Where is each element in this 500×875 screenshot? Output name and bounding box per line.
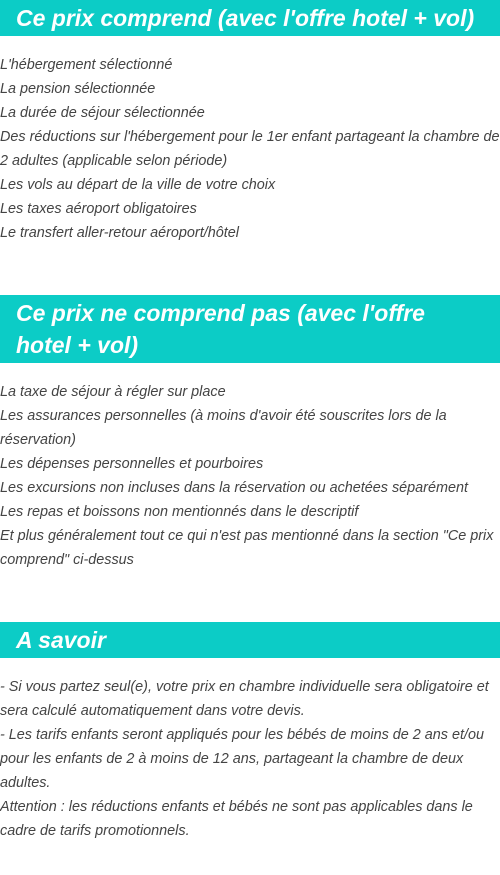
- list-item: La durée de séjour sélectionnée: [0, 105, 205, 121]
- list-item: Les taxes aéroport obligatoires: [0, 201, 197, 217]
- list-item: - Si vous partez seul(e), votre prix en chambre individuelle sera obligatoire et sera calculé automatiquement dans votre devis.: [0, 679, 489, 719]
- list-item: Et plus généralement tout ce qui n'est pas mentionné dans la section "Ce prix comprend" ci-dessus: [0, 528, 494, 568]
- list-item: Les vols au départ de la ville de votre choix: [0, 177, 276, 193]
- not-included-list: [0, 380, 500, 572]
- list-item: Le transfert aller-retour aéroport/hôtel: [0, 225, 239, 241]
- list-item: L'hébergement sélectionné: [0, 57, 173, 73]
- included-list: [0, 53, 500, 245]
- list-item: Les dépenses personnelles et pourboires: [0, 456, 264, 472]
- list-item: - Les tarifs enfants seront appliqués pour les bébés de moins de 2 ans et/ou pour les enfants de 2 à moins de 12 ans, partageant la chambre de deux adultes.: [0, 727, 484, 791]
- section-title: Ce prix ne comprend pas (avec l'offre hotel + vol): [16, 300, 425, 358]
- list-item: Attention : les réductions enfants et bébés ne sont pas applicables dans le cadre de tarifs promotionnels.: [0, 799, 473, 839]
- list-item: Les excursions non incluses dans la réservation ou achetées séparément: [0, 480, 468, 496]
- list-item: Des réductions sur l'hébergement pour le 1er enfant partageant la chambre de 2 adultes (applicable selon période): [0, 129, 500, 169]
- section-title: A savoir: [16, 627, 106, 653]
- list-item: Les assurances personnelles (à moins d'avoir été souscrites lors de la réservation): [0, 408, 447, 448]
- good-to-know-list: [0, 675, 500, 843]
- list-item: La pension sélectionnée: [0, 81, 156, 97]
- section-title: Ce prix comprend (avec l'offre hotel + vol): [16, 5, 475, 31]
- list-item: La taxe de séjour à régler sur place: [0, 384, 226, 400]
- section-header-included: [0, 0, 500, 36]
- section-header-not-included: [0, 295, 500, 363]
- section-header-good-to-know: [0, 622, 500, 658]
- list-item: Les repas et boissons non mentionnés dans le descriptif: [0, 504, 359, 520]
